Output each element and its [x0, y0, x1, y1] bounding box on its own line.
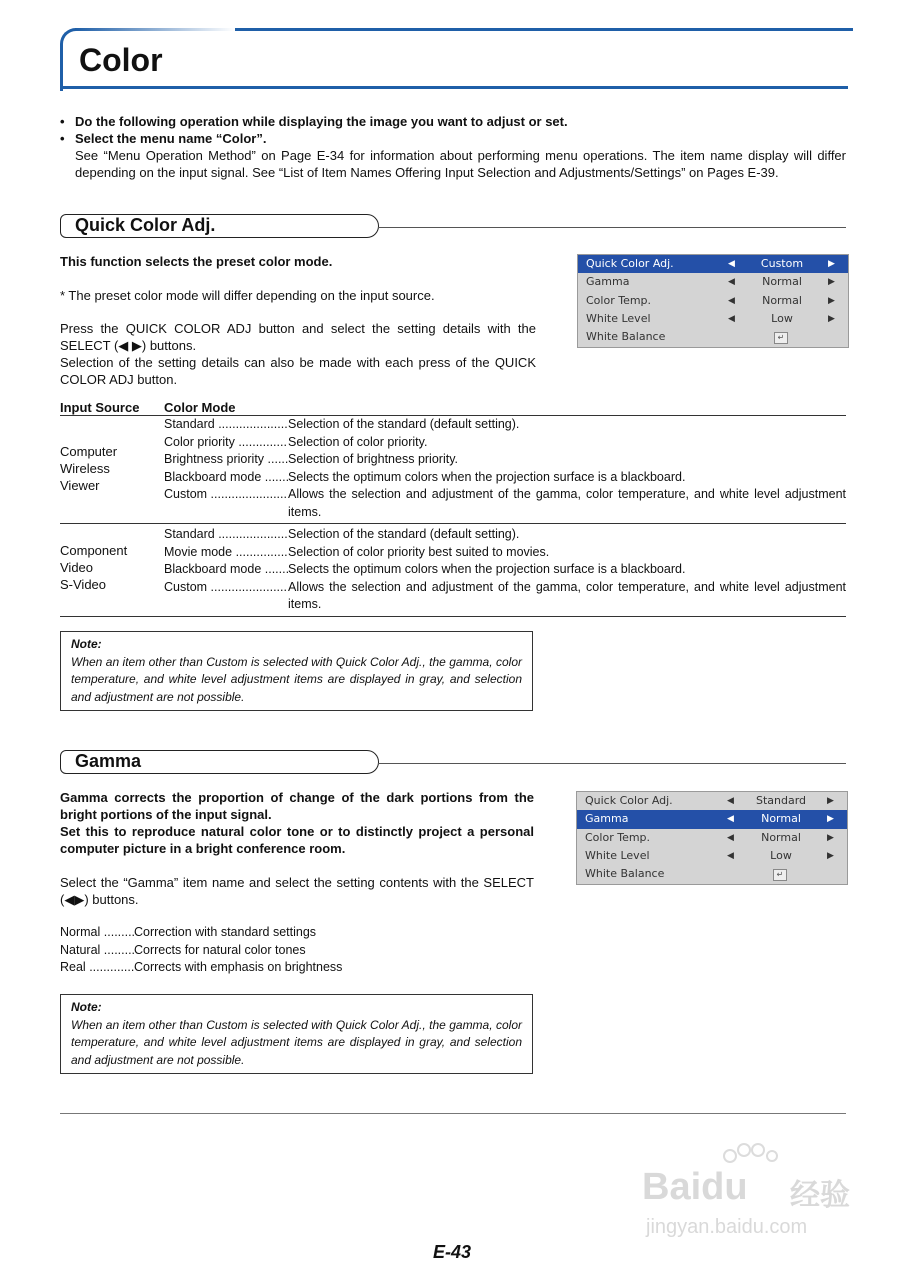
baidu-watermark [640, 1160, 870, 1240]
menu-row-color-temp [578, 292, 848, 310]
table-col-input-source: Input Source [60, 400, 140, 415]
group2-sources [60, 542, 160, 593]
table-bottom-rule [60, 616, 846, 617]
mode-row [164, 544, 846, 562]
right-arrow-icon: ▶ [827, 832, 834, 843]
mode-row [164, 434, 846, 452]
menu-label: Gamma [585, 812, 629, 826]
mode-name: Blackboard mode ..... [164, 469, 288, 487]
intro-bullet-1: • Do the following operation while displaying the image you want to adjust or set. [60, 113, 846, 130]
mode-desc: Selects the optimum colors when the projection surface is a blackboard. [288, 469, 686, 484]
source-item: Wireless [60, 461, 110, 476]
mode-row [164, 451, 846, 469]
mode-desc: Selection of the standard (default setting). [288, 527, 520, 541]
left-arrow-icon: ◀ [728, 295, 735, 306]
group1-modes [164, 416, 846, 522]
mode-row [164, 526, 846, 544]
menu-row-white-level [577, 847, 847, 865]
note-title: Note: [71, 1000, 102, 1014]
watermark-cn: 经验 [790, 1179, 850, 1212]
gamma-lead-1: Gamma corrects the proportion of change of the dark portions from the bright portions of the input signal. [60, 790, 534, 822]
note-box-quick [60, 631, 533, 711]
page-number: E-43 [433, 1242, 472, 1262]
left-arrow-icon: ◀ [727, 796, 734, 806]
quick-press-2: Selection of the setting details can also be made with each press of the QUICK COLOR ADJ button. [60, 355, 536, 387]
gamma-item [60, 959, 460, 977]
gamma-lead [60, 789, 534, 857]
menu-row-white-balance [578, 328, 848, 346]
gamma-select: Select the “Gamma” item name and select the setting contents with the SELECT (◀▶) buttons. [60, 875, 534, 907]
menu-row-color-temp [577, 829, 847, 847]
gamma-item-desc: Correction with standard settings [134, 925, 317, 939]
table-group-rule [60, 523, 846, 524]
note-text: When an item other than Custom is selected with Quick Color Adj., the gamma, color temperature, and white level adjustment items are displayed in gray, and selection and adjustment are not possible. [71, 1017, 522, 1067]
mode-row [164, 579, 846, 614]
gamma-heading: Gamma [75, 751, 142, 771]
menu-value: Low [771, 311, 793, 325]
gamma-heading-rule [378, 763, 846, 764]
menu-value: Normal [762, 275, 802, 289]
note-title: Note: [71, 637, 102, 651]
mode-name: Custom ..... [164, 579, 288, 597]
title-frame [60, 28, 853, 91]
note-text: When an item other than Custom is selected with Quick Color Adj., the gamma, color temperature, and white level adjustment items are displayed in gray, and selection and adjustment are not possible. [71, 654, 522, 704]
right-arrow-icon: ▶ [828, 313, 835, 324]
menu-row-gamma [577, 810, 847, 828]
menu-label: Quick Color Adj. [585, 794, 673, 807]
gamma-item-desc: Corrects for natural color tones [134, 942, 306, 957]
mode-row [164, 486, 846, 521]
left-arrow-icon: ◀ [727, 850, 734, 861]
title-underline [60, 86, 848, 89]
quick-lead: This function selects the preset color mode. [60, 254, 333, 269]
source-item: Video [60, 560, 94, 575]
menu-row-quick-color [578, 255, 848, 273]
mode-row [164, 469, 846, 487]
menu-value: Standard [755, 794, 807, 807]
menu-value: Normal [761, 812, 801, 826]
intro-paragraph: See “Menu Operation Method” on Page E-34 for information about performing menu operations. The item name display will differ depending on the input signal. See “List of Item Names Offering Input Selection and Adjustments/Settings” on Pages E-39. [75, 148, 846, 180]
right-arrow-icon: ▶ [828, 277, 835, 288]
quick-heading-rule [378, 227, 846, 228]
gamma-lead-2: Set this to reproduce natural color tone or to distinctly project a personal computer picture in a bright conference room. [60, 824, 534, 856]
menu-row-white-balance [577, 865, 847, 883]
left-arrow-icon: ◀ [727, 814, 734, 825]
title-accent [75, 28, 235, 31]
quick-footnote: * The preset color mode will differ depending on the input source. [60, 288, 435, 303]
mode-desc: Selects the optimum colors when the projection surface is a blackboard. [288, 562, 686, 577]
mode-name: Brightness priority ..... [164, 451, 288, 469]
intro [60, 113, 846, 181]
menu-label: White Balance [586, 330, 666, 344]
source-item: Viewer [60, 478, 100, 493]
quick-press [60, 320, 536, 388]
menu-value: Normal [762, 293, 802, 307]
gamma-item-name: Natural ..... [60, 942, 134, 960]
watermark-brand: Baidu [642, 1166, 748, 1208]
enter-icon: ↵ [773, 869, 787, 881]
mode-desc: Selection of color priority. [288, 434, 428, 449]
gamma-item-desc: Corrects with emphasis on brightness [134, 960, 343, 974]
mode-name: Color priority ..... [164, 434, 288, 452]
gamma-item-name: Real ..... [60, 959, 134, 977]
mode-row [164, 561, 846, 579]
note-box-gamma [60, 994, 533, 1074]
right-arrow-icon: ▶ [827, 850, 834, 861]
group2-modes [164, 526, 846, 614]
gamma-item [60, 942, 460, 960]
right-arrow-icon: ▶ [828, 259, 835, 269]
mode-desc: Allows the selection and adjustment of the gamma, color temperature, and white level adjustment items. [288, 579, 846, 612]
left-arrow-icon: ◀ [728, 277, 735, 288]
page-title: Color [79, 42, 163, 78]
watermark-url: jingyan.baidu.com [646, 1216, 808, 1238]
mode-name: Blackboard mode ..... [164, 561, 288, 579]
gamma-menu-screenshot [576, 791, 848, 885]
mode-desc: Selection of color priority best suited to movies. [288, 544, 550, 559]
menu-label: Color Temp. [585, 830, 651, 844]
footer-rule [60, 1113, 846, 1114]
menu-label: Quick Color Adj. [586, 257, 674, 270]
intro-bullet-2: • Select the menu name “Color”. [60, 130, 846, 147]
source-item: Component [60, 543, 128, 558]
mode-name: Movie mode ..... [164, 544, 288, 562]
mode-name: Standard ..... [164, 416, 288, 434]
quick-heading: Quick Color Adj. [75, 215, 216, 235]
mode-name: Standard ..... [164, 526, 288, 544]
mode-desc: Selection of the standard (default setting). [288, 417, 520, 431]
source-item: Computer [60, 444, 118, 459]
gamma-item-name: Normal ..... [60, 924, 134, 942]
enter-icon: ↵ [774, 332, 788, 344]
menu-row-white-level [578, 310, 848, 328]
mode-name: Custom ..... [164, 486, 288, 504]
gamma-item [60, 924, 460, 942]
gamma-items [60, 924, 460, 977]
right-arrow-icon: ▶ [827, 796, 834, 806]
mode-desc: Selection of brightness priority. [288, 452, 458, 467]
quick-press-1: Press the QUICK COLOR ADJ button and select the setting details with the SELECT (◀ ▶) buttons. [60, 321, 536, 353]
right-arrow-icon: ▶ [827, 814, 834, 825]
group1-sources [60, 443, 160, 494]
mode-row [164, 416, 846, 434]
quick-menu-screenshot [577, 254, 849, 348]
menu-label: Gamma [586, 275, 630, 289]
mode-desc: Allows the selection and adjustment of the gamma, color temperature, and white level adjustment items. [288, 487, 846, 519]
menu-label: White Balance [585, 867, 665, 881]
source-item: S-Video [60, 577, 107, 592]
menu-value: Low [770, 848, 792, 862]
menu-row-gamma [578, 273, 848, 291]
menu-row-quick-color [577, 792, 847, 810]
left-arrow-icon: ◀ [728, 313, 735, 324]
left-arrow-icon: ◀ [728, 259, 735, 269]
right-arrow-icon: ▶ [828, 295, 835, 306]
menu-label: White Level [586, 311, 651, 325]
menu-value: Custom [760, 257, 804, 270]
menu-value: Normal [761, 830, 801, 844]
menu-label: White Level [585, 848, 650, 862]
table-col-color-mode: Color Mode [164, 400, 236, 415]
left-arrow-icon: ◀ [727, 832, 734, 843]
menu-label: Color Temp. [586, 293, 652, 307]
